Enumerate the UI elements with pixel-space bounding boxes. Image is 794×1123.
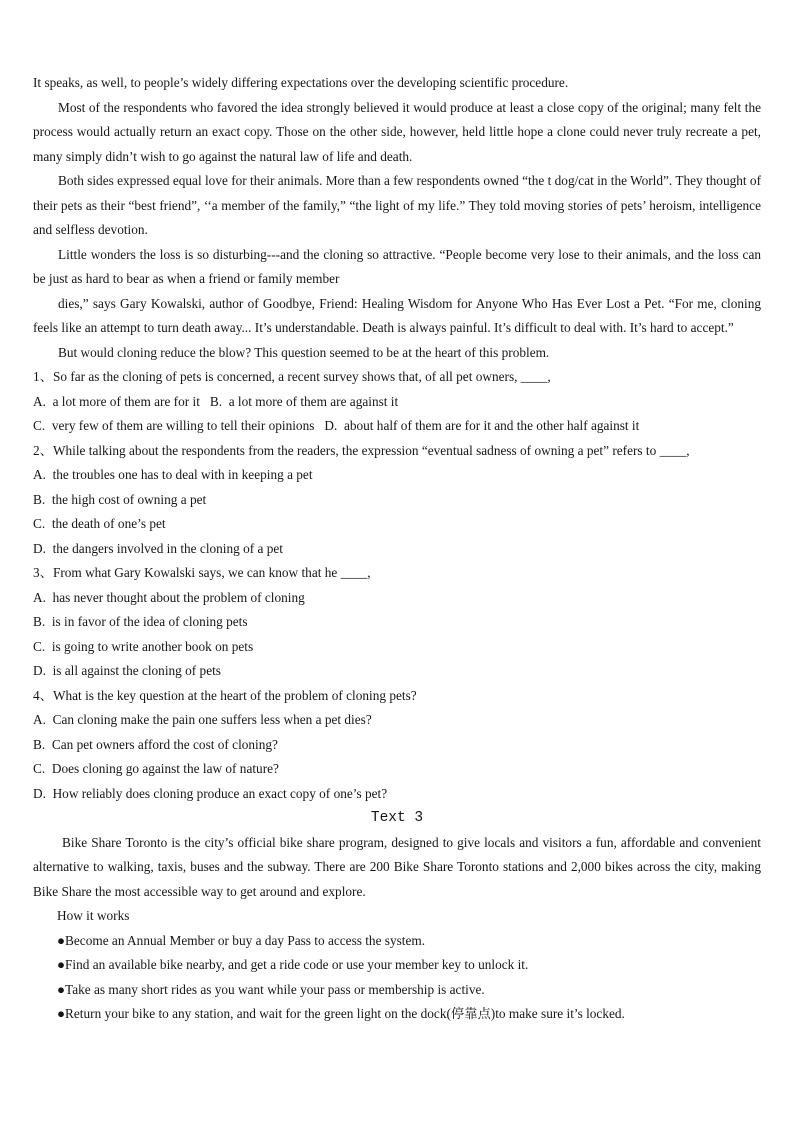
text3-heading: Text 3 [370, 810, 424, 826]
bullet-item-return-bike: ●Return your bike to any station, and wait for the green light on the dock(停靠点)to make sure it’s locked. [57, 1006, 625, 1021]
passage-cloning [33, 71, 761, 365]
question-1-options-ab: A. a lot more of them are for it B. a lot more of them are against it [33, 393, 399, 409]
question-3-option-a: A. has never thought about the problem of cloning [33, 589, 305, 605]
bullet-item-find-bike: ●Find an available bike nearby, and get a ride code or use your member key to unlock it. [57, 957, 529, 972]
question-4-option-c: C. Does cloning go against the law of nature? [33, 761, 279, 776]
passage-paragraph-2: Most of the respondents who favored the idea strongly believed it would produce at least a close copy of the original; many felt the process would actually return an exact copy. Those on the other side, however, held little hope a clone could never truly recreate a pet, many simply didn’t wish to go against the natural law of life and death. [33, 99, 761, 164]
question-3-option-d: D. is all against the cloning of pets [33, 663, 221, 678]
text3-section [33, 806, 761, 1027]
question-3-stem: 3、From what Gary Kowalski says, we can know that he ____, [33, 565, 371, 580]
how-it-works-label: How it works [57, 908, 130, 923]
question-3-option-b: B. is in favor of the idea of cloning pets [33, 614, 248, 629]
question-2-stem: 2、While talking about the respondents from the readers, the expression “eventual sadness of owning a pet” refers to ____, [33, 442, 690, 458]
question-3-option-c: C. is going to write another book on pets [33, 638, 254, 654]
bullet-item-become-member: ●Become an Annual Member or buy a day Pass to access the system. [57, 932, 426, 948]
passage-paragraph-5: dies,” says Gary Kowalski, author of Goodbye, Friend: Healing Wisdom for Anyone Who Has Ever Lost a Pet. “For me, cloning feels like an attempt to turn death away... It’s understandable. Death is always painful. It’s difficult to deal with. It’s hard to accept.” [33, 295, 761, 335]
question-2-option-d: D. the dangers involved in the cloning of a pet [33, 540, 283, 556]
question-2-option-a: A. the troubles one has to deal with in keeping a pet [33, 467, 313, 482]
question-2-option-c: C. the death of one’s pet [33, 516, 166, 531]
passage-paragraph-3: Both sides expressed equal love for their animals. More than a few respondents owned “the t dog/cat in the World”. They thought of their pets as their “best friend”, ‘‘a member of the family,” “the light of my life.” They told moving stories of pets’ heroism, intelligence and selfless devotion. [33, 173, 761, 237]
question-section [33, 365, 761, 806]
question-4-option-a: A. Can cloning make the pain one suffers less when a pet dies? [33, 712, 372, 727]
question-4-option-b: B. Can pet owners afford the cost of cloning? [33, 736, 278, 752]
text3-intro-paragraph: Bike Share Toronto is the city’s official bike share program, designed to give locals and visitors a fun, affordable and convenient alternative to walking, taxis, buses and the subway. There are 200 Bike Share Toronto stations and 2,000 bikes across the city, making Bike Share the most accessible way to get around and explore. [33, 834, 761, 899]
passage-paragraph-4: Little wonders the loss is so disturbing---and the cloning so attractive. “People become very lose to their animals, and the loss can be just as hard to bear as when a friend or family member [33, 246, 761, 286]
passage-paragraph-6: But would cloning reduce the blow? This question seemed to be at the heart of this problem. [58, 344, 550, 360]
question-1-stem: 1、So far as the cloning of pets is concerned, a recent survey shows that, of all pet owners, ____, [33, 369, 551, 384]
question-2-option-b: B. the high cost of owning a pet [33, 491, 207, 507]
question-4-option-d: D. How reliably does cloning produce an exact copy of one’s pet? [33, 785, 388, 801]
bullet-item-take-rides: ●Take as many short rides as you want while your pass or membership is active. [57, 981, 485, 997]
question-4-stem: 4、What is the key question at the heart of the problem of cloning pets? [33, 687, 417, 703]
passage-paragraph-1: It speaks, as well, to people’s widely differing expectations over the developing scientific procedure. [33, 75, 569, 90]
question-1-options-cd: C. very few of them are willing to tell their opinions D. about half of them are for it and the other half against it [33, 418, 640, 433]
